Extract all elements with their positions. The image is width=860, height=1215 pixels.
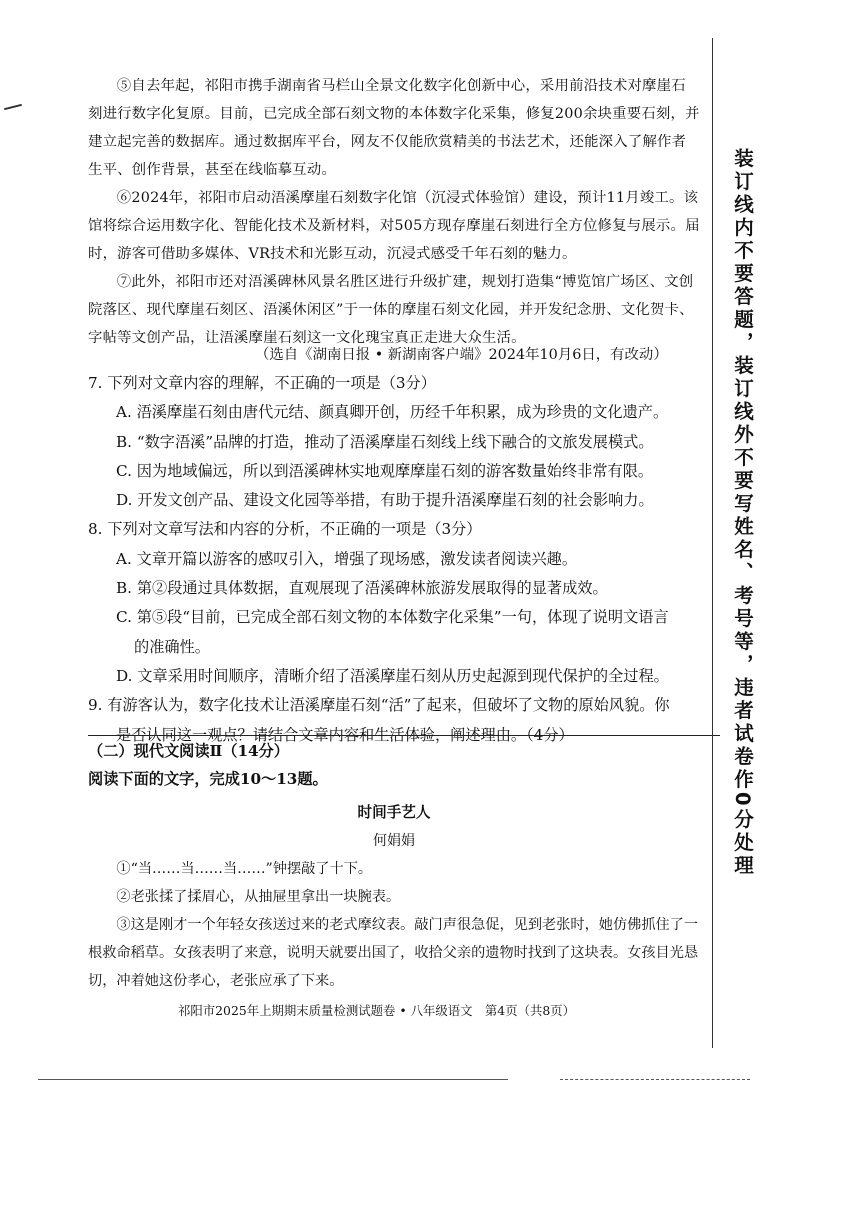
question-7-option-b: B. “数字浯溪”品牌的打造，推动了浯溪摩崖石刻线上线下融合的文旅发展模式。 — [116, 432, 654, 451]
question-8-option-b: B. 第②段通过具体数据，直观展现了浯溪碑林旅游发展取得的显著成效。 — [116, 579, 608, 598]
question-8-option-d: D. 文章采用时间顺序，清晰介绍了浯溪摩崖石刻从历史起源到现代保护的全过程。 — [116, 666, 669, 685]
page-footer: 祁阳市2025年上期期末质量检测试题卷 • 八年级语文 第4页（共8页） — [178, 1003, 576, 1018]
questions-block — [88, 369, 700, 750]
question-8-stem: 8. 下列对文章写法和内容的分析，不正确的一项是（3分） — [88, 520, 482, 539]
section-divider — [88, 735, 720, 736]
question-9-stem: 9. 有游客认为，数字化技术让浯溪摩崖石刻“活”了起来，但破坏了文物的原始风貌。你 — [88, 696, 670, 715]
scan-edge-line-dashed — [560, 1079, 750, 1080]
question-7-option-c: C. 因为地域偏远，所以到浯溪碑林实地观摩摩崖石刻的游客数量始终非常有限。 — [116, 461, 654, 480]
question-8-option-c: C. 第⑤段“目前，已完成全部石刻文物的本体数字化采集”一句，体现了说明文语言 — [116, 608, 669, 627]
reading-passage — [88, 72, 700, 352]
article-paragraph-3: ③这是刚才一个年轻女孩送过来的老式摩纹表。敲门声很急促，见到老张时，她仿佛抓住了一根救命稻草。女孩表明了来意，说明天就要出国了，收拾父亲的遗物时找到了这块表。女孩目光恳切，冲着她这份孝心，老张应承了下来。 — [88, 917, 699, 989]
section-2-title: （二）现代文阅读Ⅱ（14分） — [88, 742, 289, 760]
passage-paragraph-6: ⑥2024年，祁阳市启动浯溪摩崖石刻数字化馆（沉浸式体验馆）建设，预计11月竣工。该馆将综合运用数字化、智能化技术及新材料，对505方现存摩崖石刻进行全方位修复与展示。届时，游客可借助多媒体、VR技术和光影互动，沉浸式感受千年石刻的魅力。 — [88, 190, 700, 262]
passage-source: （选自《湖南日报 • 新湖南客户端》2024年10月6日，有改动） — [255, 347, 668, 363]
article-paragraph-1: ①“当……当……当……”钟摆敲了十下。 — [116, 861, 373, 877]
question-8-option-c-continued: 的准确性。 — [134, 637, 210, 656]
article-body — [88, 855, 700, 995]
binding-line — [712, 38, 713, 1048]
passage-paragraph-7: ⑦此外，祁阳市还对浯溪碑林风景名胜区进行升级扩建，规划打造集“博览馆广场区、文创院落区、现代摩崖石刻区、浯溪休闲区”于一体的摩崖石刻文化园，并开发纪念册、文化贺卡、字帖等文创产品，让浯溪摩崖石刻这一文化瑰宝真正走进大众生活。 — [88, 274, 694, 346]
question-7-stem: 7. 下列对文章内容的理解，不正确的一项是（3分） — [88, 374, 436, 392]
scan-edge-line — [38, 1079, 508, 1080]
question-7-option-a: A. 浯溪摩崖石刻由唐代元结、颜真卿开创，历经千年积累，成为珍贵的文化遗产。 — [116, 403, 669, 422]
question-7-option-d: D. 开发文创产品、建设文化园等举措，有助于提升浯溪摩崖石刻的社会影响力。 — [116, 491, 654, 510]
article-author: 何娟娟 — [373, 833, 415, 849]
section-2-instruction: 阅读下面的文字，完成10～13题。 — [88, 770, 328, 788]
article-title: 时间手艺人 — [357, 804, 431, 821]
question-8-option-a: A. 文章开篇以游客的感叹引入，增强了现场感，激发读者阅读兴趣。 — [116, 549, 578, 568]
binding-notice: 装订线内不要答题，装订线外不要写姓名、考号等，违者试卷作0分处理 — [731, 148, 754, 879]
scan-mark — [4, 104, 22, 110]
passage-paragraph-5: ⑤自去年起，祁阳市携手湖南省马栏山全景文化数字化创新中心，采用前沿技术对摩崖石刻进行数字化复原。目前，已完成全部石刻文物的本体数字化采集，修复200余块重要石刻，并建立起完善的数据库。通过数据库平台，网友不仅能欣赏精美的书法艺术，还能深入了解作者生平、创作背景，甚至在线临摹互动。 — [88, 78, 700, 178]
reading-section-2 — [88, 737, 700, 995]
article-paragraph-2: ②老张揉了揉眉心，从抽屉里拿出一块腕表。 — [116, 889, 401, 905]
question-9-stem-continued: 是否认同这一观点？请结合文章内容和生活体验，阐述理由。（4分） — [116, 725, 574, 744]
